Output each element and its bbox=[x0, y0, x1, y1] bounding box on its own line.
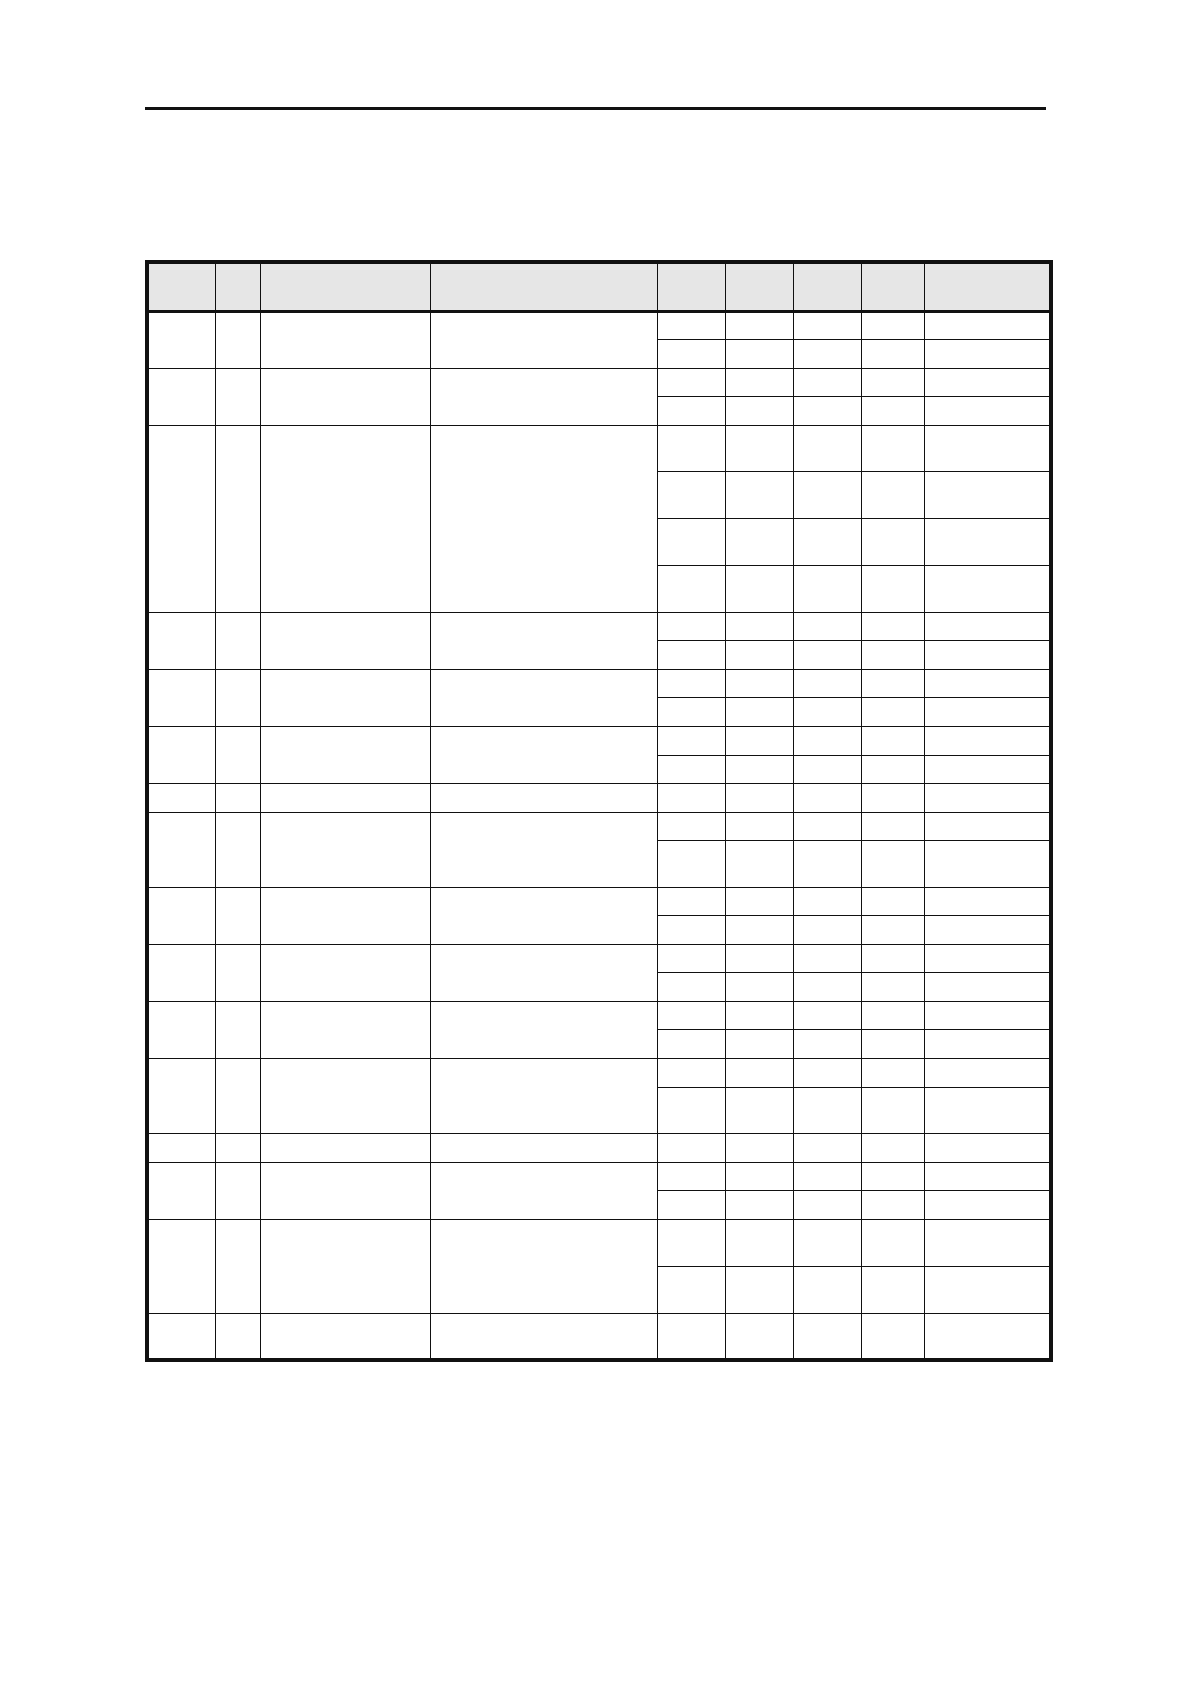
header-cell-3 bbox=[260, 262, 430, 311]
detail-cell bbox=[657, 425, 725, 472]
group-cell bbox=[430, 1059, 657, 1134]
detail-cell bbox=[793, 784, 861, 813]
group-cell bbox=[430, 944, 657, 1001]
header-cell-4 bbox=[430, 262, 657, 311]
detail-cell bbox=[793, 1313, 861, 1360]
table-row bbox=[147, 669, 1051, 698]
group-cell bbox=[215, 368, 260, 425]
group-cell bbox=[430, 311, 657, 368]
group-cell bbox=[147, 425, 215, 612]
header-cell-8 bbox=[861, 262, 924, 311]
table-row bbox=[147, 944, 1051, 973]
detail-cell bbox=[924, 566, 1051, 613]
group-cell bbox=[260, 368, 430, 425]
detail-cell bbox=[657, 727, 725, 756]
group-cell bbox=[147, 669, 215, 726]
detail-cell bbox=[725, 1001, 793, 1030]
group-cell bbox=[215, 1001, 260, 1058]
table-row bbox=[147, 784, 1051, 813]
detail-cell bbox=[861, 425, 924, 472]
detail-cell bbox=[924, 1001, 1051, 1030]
table-row bbox=[147, 368, 1051, 397]
detail-cell bbox=[657, 340, 725, 369]
detail-cell bbox=[725, 812, 793, 841]
group-cell bbox=[260, 1313, 430, 1360]
detail-cell bbox=[861, 1313, 924, 1360]
detail-cell bbox=[793, 841, 861, 888]
detail-cell bbox=[725, 566, 793, 613]
detail-cell bbox=[657, 1059, 725, 1088]
detail-cell bbox=[725, 698, 793, 727]
group-cell bbox=[260, 944, 430, 1001]
detail-cell bbox=[924, 368, 1051, 397]
detail-cell bbox=[725, 973, 793, 1002]
detail-cell bbox=[657, 887, 725, 916]
detail-cell bbox=[924, 1266, 1051, 1313]
detail-cell bbox=[657, 1087, 725, 1134]
group-cell bbox=[260, 1162, 430, 1219]
group-cell bbox=[147, 727, 215, 784]
group-cell bbox=[215, 784, 260, 813]
detail-cell bbox=[725, 397, 793, 426]
detail-cell bbox=[657, 1219, 725, 1266]
detail-cell bbox=[725, 1030, 793, 1059]
group-cell bbox=[147, 1219, 215, 1313]
group-cell bbox=[215, 1134, 260, 1163]
detail-cell bbox=[657, 612, 725, 641]
table-row bbox=[147, 887, 1051, 916]
group-cell bbox=[430, 1162, 657, 1219]
group-cell bbox=[430, 784, 657, 813]
detail-cell bbox=[924, 916, 1051, 945]
detail-cell bbox=[924, 944, 1051, 973]
table-row bbox=[147, 311, 1051, 340]
detail-cell bbox=[793, 698, 861, 727]
group-cell bbox=[260, 1059, 430, 1134]
detail-cell bbox=[725, 784, 793, 813]
detail-cell bbox=[725, 340, 793, 369]
detail-cell bbox=[725, 311, 793, 340]
table-body bbox=[147, 311, 1051, 1360]
detail-cell bbox=[725, 887, 793, 916]
detail-cell bbox=[861, 944, 924, 973]
detail-cell bbox=[924, 425, 1051, 472]
detail-cell bbox=[861, 973, 924, 1002]
detail-cell bbox=[861, 311, 924, 340]
detail-cell bbox=[657, 973, 725, 1002]
detail-cell bbox=[793, 812, 861, 841]
detail-cell bbox=[657, 1313, 725, 1360]
detail-cell bbox=[861, 1030, 924, 1059]
detail-cell bbox=[924, 472, 1051, 519]
detail-cell bbox=[861, 784, 924, 813]
detail-cell bbox=[924, 1030, 1051, 1059]
detail-cell bbox=[924, 841, 1051, 888]
detail-cell bbox=[924, 755, 1051, 784]
detail-cell bbox=[657, 311, 725, 340]
group-cell bbox=[260, 812, 430, 887]
detail-cell bbox=[861, 841, 924, 888]
detail-cell bbox=[861, 727, 924, 756]
detail-cell bbox=[924, 1134, 1051, 1163]
detail-cell bbox=[793, 519, 861, 566]
group-cell bbox=[215, 887, 260, 944]
group-cell bbox=[215, 1313, 260, 1360]
detail-cell bbox=[725, 425, 793, 472]
detail-cell bbox=[793, 973, 861, 1002]
detail-cell bbox=[725, 1059, 793, 1088]
data-table-container bbox=[145, 260, 1049, 1362]
table-row bbox=[147, 1313, 1051, 1360]
group-cell bbox=[430, 727, 657, 784]
detail-cell bbox=[793, 727, 861, 756]
detail-cell bbox=[657, 916, 725, 945]
group-cell bbox=[215, 1219, 260, 1313]
detail-cell bbox=[861, 755, 924, 784]
group-cell bbox=[430, 887, 657, 944]
table-row bbox=[147, 1134, 1051, 1163]
group-cell bbox=[147, 812, 215, 887]
detail-cell bbox=[793, 1001, 861, 1030]
header-cell-1 bbox=[147, 262, 215, 311]
detail-cell bbox=[924, 698, 1051, 727]
detail-cell bbox=[725, 472, 793, 519]
detail-cell bbox=[924, 887, 1051, 916]
detail-cell bbox=[861, 1162, 924, 1191]
detail-cell bbox=[924, 784, 1051, 813]
detail-cell bbox=[725, 641, 793, 670]
group-cell bbox=[215, 812, 260, 887]
group-cell bbox=[260, 669, 430, 726]
detail-cell bbox=[924, 1219, 1051, 1266]
detail-cell bbox=[793, 1030, 861, 1059]
detail-cell bbox=[657, 1001, 725, 1030]
group-cell bbox=[430, 1313, 657, 1360]
group-cell bbox=[260, 425, 430, 612]
group-cell bbox=[215, 727, 260, 784]
header-cell-9 bbox=[924, 262, 1051, 311]
detail-cell bbox=[793, 340, 861, 369]
detail-cell bbox=[861, 1001, 924, 1030]
detail-cell bbox=[725, 916, 793, 945]
detail-cell bbox=[861, 916, 924, 945]
detail-cell bbox=[657, 841, 725, 888]
detail-cell bbox=[924, 1191, 1051, 1220]
detail-cell bbox=[924, 641, 1051, 670]
detail-cell bbox=[725, 727, 793, 756]
group-cell bbox=[147, 1313, 215, 1360]
detail-cell bbox=[924, 397, 1051, 426]
group-cell bbox=[147, 784, 215, 813]
header-cell-2 bbox=[215, 262, 260, 311]
group-cell bbox=[260, 727, 430, 784]
detail-cell bbox=[657, 1134, 725, 1163]
detail-cell bbox=[793, 916, 861, 945]
detail-cell bbox=[725, 1162, 793, 1191]
detail-cell bbox=[861, 1219, 924, 1266]
table-row bbox=[147, 1219, 1051, 1266]
detail-cell bbox=[725, 669, 793, 698]
group-cell bbox=[215, 1059, 260, 1134]
group-cell bbox=[147, 1059, 215, 1134]
detail-cell bbox=[793, 641, 861, 670]
detail-cell bbox=[793, 1266, 861, 1313]
detail-cell bbox=[793, 612, 861, 641]
detail-cell bbox=[861, 1191, 924, 1220]
detail-cell bbox=[924, 519, 1051, 566]
header-cell-6 bbox=[725, 262, 793, 311]
detail-cell bbox=[725, 944, 793, 973]
detail-cell bbox=[657, 1030, 725, 1059]
detail-cell bbox=[861, 566, 924, 613]
group-cell bbox=[260, 1001, 430, 1058]
group-cell bbox=[430, 812, 657, 887]
detail-cell bbox=[793, 755, 861, 784]
detail-cell bbox=[725, 841, 793, 888]
detail-cell bbox=[725, 755, 793, 784]
detail-cell bbox=[861, 368, 924, 397]
detail-cell bbox=[657, 566, 725, 613]
detail-cell bbox=[924, 1087, 1051, 1134]
detail-cell bbox=[657, 368, 725, 397]
detail-cell bbox=[861, 669, 924, 698]
table-header-row bbox=[147, 262, 1051, 311]
group-cell bbox=[430, 612, 657, 669]
group-cell bbox=[430, 1134, 657, 1163]
group-cell bbox=[147, 1162, 215, 1219]
detail-cell bbox=[725, 368, 793, 397]
group-cell bbox=[260, 311, 430, 368]
group-cell bbox=[147, 311, 215, 368]
detail-cell bbox=[861, 612, 924, 641]
data-table bbox=[145, 260, 1053, 1362]
detail-cell bbox=[725, 1266, 793, 1313]
detail-cell bbox=[861, 1266, 924, 1313]
group-cell bbox=[430, 1001, 657, 1058]
header-rule bbox=[145, 107, 1046, 110]
detail-cell bbox=[793, 1162, 861, 1191]
detail-cell bbox=[793, 472, 861, 519]
table-row bbox=[147, 425, 1051, 472]
detail-cell bbox=[793, 887, 861, 916]
detail-cell bbox=[725, 1134, 793, 1163]
detail-cell bbox=[657, 944, 725, 973]
detail-cell bbox=[657, 1191, 725, 1220]
detail-cell bbox=[924, 669, 1051, 698]
detail-cell bbox=[793, 1191, 861, 1220]
detail-cell bbox=[657, 397, 725, 426]
table-row bbox=[147, 727, 1051, 756]
detail-cell bbox=[793, 1087, 861, 1134]
detail-cell bbox=[657, 812, 725, 841]
group-cell bbox=[430, 1219, 657, 1313]
detail-cell bbox=[793, 669, 861, 698]
group-cell bbox=[215, 311, 260, 368]
detail-cell bbox=[725, 1313, 793, 1360]
detail-cell bbox=[924, 973, 1051, 1002]
detail-cell bbox=[861, 397, 924, 426]
group-cell bbox=[430, 425, 657, 612]
detail-cell bbox=[657, 1266, 725, 1313]
detail-cell bbox=[657, 641, 725, 670]
detail-cell bbox=[657, 1162, 725, 1191]
detail-cell bbox=[924, 812, 1051, 841]
table-row bbox=[147, 612, 1051, 641]
detail-cell bbox=[924, 1059, 1051, 1088]
detail-cell bbox=[793, 425, 861, 472]
group-cell bbox=[147, 887, 215, 944]
detail-cell bbox=[861, 698, 924, 727]
group-cell bbox=[260, 612, 430, 669]
detail-cell bbox=[924, 311, 1051, 340]
detail-cell bbox=[861, 519, 924, 566]
detail-cell bbox=[793, 1134, 861, 1163]
detail-cell bbox=[657, 472, 725, 519]
header-cell-5 bbox=[657, 262, 725, 311]
group-cell bbox=[260, 1219, 430, 1313]
detail-cell bbox=[924, 612, 1051, 641]
group-cell bbox=[147, 1134, 215, 1163]
group-cell bbox=[260, 887, 430, 944]
group-cell bbox=[260, 1134, 430, 1163]
group-cell bbox=[215, 669, 260, 726]
detail-cell bbox=[725, 1191, 793, 1220]
detail-cell bbox=[793, 368, 861, 397]
detail-cell bbox=[861, 472, 924, 519]
detail-cell bbox=[725, 1219, 793, 1266]
header-cell-7 bbox=[793, 262, 861, 311]
group-cell bbox=[215, 425, 260, 612]
detail-cell bbox=[861, 1087, 924, 1134]
detail-cell bbox=[725, 1087, 793, 1134]
group-cell bbox=[147, 944, 215, 1001]
detail-cell bbox=[793, 566, 861, 613]
group-cell bbox=[260, 784, 430, 813]
detail-cell bbox=[793, 1059, 861, 1088]
detail-cell bbox=[793, 1219, 861, 1266]
detail-cell bbox=[861, 1134, 924, 1163]
detail-cell bbox=[657, 755, 725, 784]
detail-cell bbox=[861, 1059, 924, 1088]
detail-cell bbox=[861, 641, 924, 670]
detail-cell bbox=[861, 340, 924, 369]
detail-cell bbox=[657, 669, 725, 698]
table-row bbox=[147, 1059, 1051, 1088]
detail-cell bbox=[657, 519, 725, 566]
group-cell bbox=[215, 1162, 260, 1219]
group-cell bbox=[215, 612, 260, 669]
detail-cell bbox=[725, 519, 793, 566]
detail-cell bbox=[725, 612, 793, 641]
table-row bbox=[147, 1001, 1051, 1030]
detail-cell bbox=[793, 397, 861, 426]
group-cell bbox=[147, 368, 215, 425]
group-cell bbox=[147, 612, 215, 669]
detail-cell bbox=[861, 887, 924, 916]
detail-cell bbox=[924, 1313, 1051, 1360]
detail-cell bbox=[793, 944, 861, 973]
group-cell bbox=[430, 669, 657, 726]
group-cell bbox=[430, 368, 657, 425]
detail-cell bbox=[657, 698, 725, 727]
table-row bbox=[147, 812, 1051, 841]
group-cell bbox=[215, 944, 260, 1001]
detail-cell bbox=[861, 812, 924, 841]
detail-cell bbox=[924, 340, 1051, 369]
table-row bbox=[147, 1162, 1051, 1191]
detail-cell bbox=[793, 311, 861, 340]
detail-cell bbox=[657, 784, 725, 813]
detail-cell bbox=[924, 1162, 1051, 1191]
group-cell bbox=[147, 1001, 215, 1058]
detail-cell bbox=[924, 727, 1051, 756]
